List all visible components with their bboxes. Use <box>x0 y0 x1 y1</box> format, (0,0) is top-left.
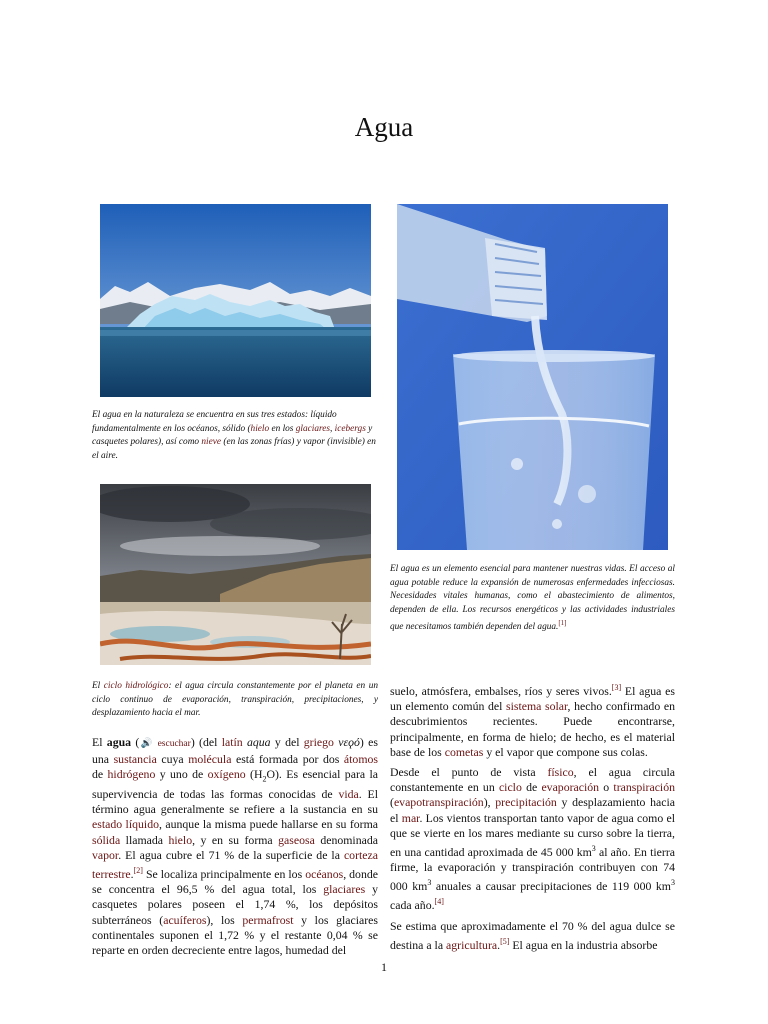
link-hielo[interactable]: hielo <box>250 423 270 434</box>
caption-text: El agua es un elemento esencial para mantener nuestras vidas. El acceso al agua potable reduce la expansión de numerosas enfermedades infecciosas. Necesidades vitales humanas, como el abastecimiento de alimentos, dependen de ella. Los recursos energéticos y las actividades industriales que necesitamos también dependen del agua. <box>390 564 675 633</box>
text: y casquetes polares poseen el 1,74 %, los depósitos subterráneos ( <box>92 882 378 927</box>
link-sustancia[interactable]: sustancia <box>113 752 157 767</box>
glass-caption <box>390 563 675 635</box>
link-ciclo-hidrologico[interactable]: ciclo hidrológico <box>103 681 169 691</box>
superscript: 3 <box>591 843 596 853</box>
page-number: 1 <box>381 960 387 974</box>
text: y desplazamiento hacia el <box>390 795 675 825</box>
left-column <box>92 735 378 963</box>
hydrologic-caption <box>92 680 378 721</box>
link-vapor[interactable]: vapor <box>92 847 119 862</box>
text: . El término agua generalmente se refiere a la sustancia en su <box>92 786 378 817</box>
text: . El agua cubre el 71 % de la superficie de la <box>118 847 344 862</box>
text: . <box>130 866 134 881</box>
water-glass-photo <box>397 204 668 550</box>
citation-4[interactable]: [4] <box>434 897 444 907</box>
text: o <box>599 780 614 795</box>
link-gaseosa[interactable]: gaseosa <box>278 832 315 847</box>
glacier-caption <box>92 409 382 463</box>
text: ), los <box>206 912 243 927</box>
caption-text: (en las zonas frías) y vapor (invisible) en el aire. <box>92 437 376 461</box>
right-column <box>390 680 675 958</box>
link-sistema-solar[interactable]: sistema solar <box>506 699 568 714</box>
text: , y en su forma <box>192 832 279 847</box>
text: . <box>497 937 501 952</box>
paragraph-2 <box>390 765 675 914</box>
text: suelo, atmósfera, embalses, ríos y seres vivos. <box>390 683 612 698</box>
hydrologic-landscape-photo <box>100 484 371 665</box>
caption-text: : el agua circula constantemente por el planeta en un ciclo continuo de evaporación, transpiración, precipitaciones, y desplazamiento hacia el mar. <box>92 681 378 719</box>
link-latin[interactable]: latín <box>221 735 243 749</box>
term-aqua: aqua <box>246 735 271 749</box>
text: ) es una <box>92 735 378 767</box>
link-fisico[interactable]: físico <box>547 764 574 779</box>
caption-text: y casquetes polares), así como <box>92 423 373 448</box>
link-mar[interactable]: mar <box>401 810 420 825</box>
text: y los glaciares continentales suponen el 1,72 % y el restante 0,04 % se reparte en orden decreciente entre lagos, humedad del <box>92 912 379 957</box>
link-griego[interactable]: griego <box>303 735 334 749</box>
link-estado-liquido[interactable]: estado líquido <box>92 817 159 832</box>
text: cada año. <box>390 898 435 913</box>
text: O). Es esencial para la supervivencia de todas las formas conocidas de <box>92 767 379 801</box>
text: ( <box>131 735 140 749</box>
text: ) (del <box>190 735 222 749</box>
text: Se estima que aproximadamente el 70 % del agua dulce se destina a la <box>390 918 675 952</box>
link-ciclo[interactable]: ciclo <box>498 780 522 795</box>
citation-2[interactable]: [2] <box>133 865 143 875</box>
caption-text: El <box>92 681 104 691</box>
link-acuiferos[interactable]: acuíferos <box>163 912 207 927</box>
citation-5[interactable]: [5] <box>500 936 510 946</box>
link-transpiracion[interactable]: transpiración <box>613 780 676 795</box>
link-icebergs[interactable]: icebergs <box>334 423 366 434</box>
text: El agua en la industria absorbe <box>509 937 658 952</box>
glacier-photo <box>100 204 371 397</box>
caption-text: en los <box>269 423 296 434</box>
link-precipitacion[interactable]: precipitación <box>495 795 557 810</box>
term-greek: νεϙό <box>338 735 360 749</box>
text: y del <box>270 735 304 749</box>
link-permafrost[interactable]: permafrost <box>242 912 294 927</box>
text: al año. En tierra firme, la evaporación y transpiración contribuyen con 74 000 km <box>390 844 676 894</box>
audio-label: escuchar <box>153 739 191 749</box>
caption-text: El agua en la naturaleza se encuentra en sus tres estados: líquido fundamentalmente en los océanos, sólido ( <box>92 410 337 434</box>
caption-text: , <box>330 423 335 434</box>
text: de <box>92 767 108 782</box>
citation-1[interactable]: [1] <box>558 619 567 628</box>
link-atomos[interactable]: átomos <box>343 752 378 767</box>
link-glaciares[interactable]: glaciares <box>295 423 331 434</box>
text: . Los vientos transportan tanto vapor de agua como el que se vierte en los mares mediante su curso sobre la tierra, en una cantidad aproximada de 45 000 km <box>390 810 675 859</box>
superscript: 3 <box>427 878 432 888</box>
text: anuales a causar precipitaciones de 119 000 km <box>431 879 671 894</box>
text: , el agua circula constantemente en un <box>390 764 675 795</box>
text: , aunque la misma puede hallarse en su forma <box>159 817 379 832</box>
subscript: 2 <box>262 774 267 784</box>
citation-3[interactable]: [3] <box>611 683 622 692</box>
term-agua: agua <box>106 735 132 749</box>
link-corteza-terrestre[interactable]: corteza terrestre <box>92 847 378 881</box>
link-vida[interactable]: vida <box>338 786 359 801</box>
link-evapotranspiracion[interactable]: evapotranspiración <box>393 795 484 810</box>
link-evaporacion[interactable]: evaporación <box>541 780 600 795</box>
superscript: 3 <box>671 878 675 888</box>
text: y uno de <box>155 767 208 782</box>
text: denominada <box>314 832 378 847</box>
speaker-icon: 🔊 <box>139 739 154 749</box>
link-glaciares[interactable]: glaciares <box>323 882 366 897</box>
link-nieve[interactable]: nieve <box>201 437 222 448</box>
text: llamada <box>120 832 169 847</box>
text: ( <box>390 795 394 810</box>
link-molecula[interactable]: molécula <box>188 752 232 767</box>
paragraph-3 <box>390 919 675 953</box>
text: Desde el punto de vista <box>390 764 548 779</box>
text: El agua es un elemento común del <box>390 683 675 714</box>
link-hielo[interactable]: hielo <box>168 832 193 847</box>
text: ), <box>483 795 496 810</box>
page-title: Agua <box>354 112 414 142</box>
link-cometas[interactable]: cometas <box>444 744 484 759</box>
link-solida[interactable]: sólida <box>92 832 121 847</box>
text: El <box>92 735 107 749</box>
text: (H <box>245 767 263 782</box>
link-oxigeno[interactable]: oxígeno <box>207 767 246 782</box>
paragraph-1 <box>390 680 675 760</box>
text: , donde se concentra el 96,5 % del agua total, los <box>92 866 378 897</box>
text: , hecho confirmado en descubrimientos recientes. Puede encontrarse, principalmente, en forma de hielo; de hecho, es el material base de los <box>390 699 675 759</box>
text: está formada por dos <box>231 752 344 767</box>
link-agricultura[interactable]: agricultura <box>446 937 498 952</box>
text: Se localiza principalmente en los <box>142 866 306 881</box>
intro-paragraph <box>92 735 378 958</box>
text: cuya <box>156 752 189 767</box>
text: de <box>521 780 542 795</box>
link-oceanos[interactable]: océanos <box>305 866 344 881</box>
link-hidrogeno[interactable]: hidrógeno <box>107 767 156 782</box>
text: y el vapor que compone sus colas. <box>483 744 648 759</box>
audio-link[interactable] <box>139 739 191 749</box>
